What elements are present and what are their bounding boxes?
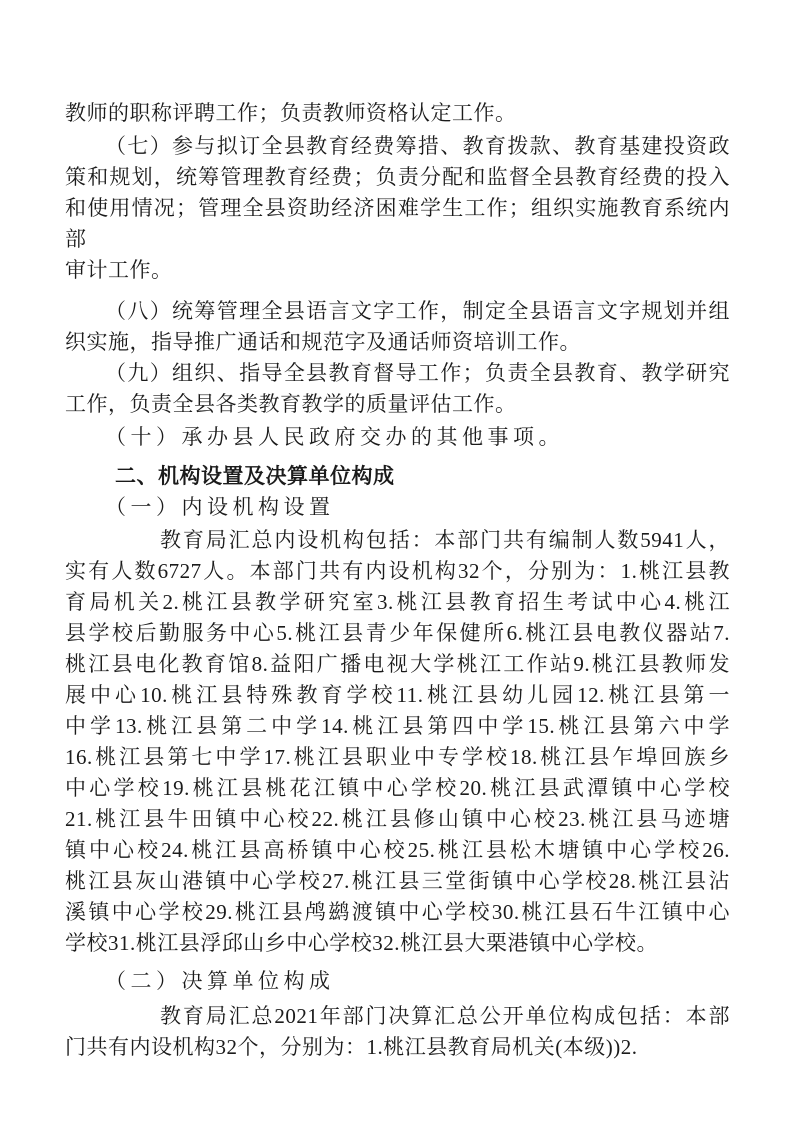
para-item-9-supervision [65, 358, 730, 420]
document-line: 二、机构设置及决算单位构成 [115, 465, 395, 488]
document-line: 桃江县电化教育馆8.益阳广播电视大学桃江工作站9.桃江县教师发 [65, 652, 730, 676]
document-line: 镇中心校24.桃江县高桥镇中心校25.桃江县松木塘镇中心学校26. [65, 838, 730, 862]
document-line: （九）组织、指导全县教育督导工作；负责全县教育、教学研究 [105, 361, 730, 385]
document-line: （七）参与拟订全县教育经费筹措、教育拨款、教育基建投资政 [105, 134, 730, 158]
para-accounting-units-list [65, 1001, 730, 1063]
document-line: 中心学校19.桃江县桃花江镇中心学校20.桃江县武潭镇中心学校 [65, 776, 730, 800]
document-line: 教育局汇总2021年部门决算汇总公开单位构成包括：本部 [160, 1004, 730, 1028]
document-line: （一）内设机构设置 [105, 495, 335, 519]
para-item-8-language [65, 296, 730, 358]
document-line: 实有人数6727人。本部门共有内设机构32个，分别为：1.桃江县教 [65, 559, 730, 583]
document-line: 21.桃江县牛田镇中心校22.桃江县修山镇中心校23.桃江县马迹塘 [65, 807, 730, 831]
document-line: 教师的职称评聘工作；负责教师资格认定工作。 [65, 101, 517, 125]
para-internal-org-list [65, 525, 730, 959]
document-line: （十）承办县人民政府交办的其他事项。 [105, 425, 564, 449]
subheading-accounting-units [65, 966, 730, 997]
document-line: 审计工作。 [65, 258, 173, 282]
document-line: 工作，负责全县各类教育教学的质量评估工作。 [65, 392, 517, 416]
document-line: 和使用情况；管理全县资助经济困难学生工作；组织实施教育系统内部 [65, 196, 730, 251]
document-line: （八）统筹管理全县语言文字工作，制定全县语言文字规划并组 [105, 299, 730, 323]
document-line: 溪镇中心学校29.桃江县鸬鹚渡镇中心学校30.桃江县石牛江镇中心 [65, 900, 730, 924]
document-line: 16.桃江县第七中学17.桃江县职业中专学校18.桃江县乍埠回族乡 [65, 745, 730, 769]
section-heading-2 [65, 461, 730, 492]
document-line: 学校31.桃江县浮邱山乡中心学校32.桃江县大栗港镇中心学校。 [65, 931, 658, 955]
document-line: 中学13.桃江县第二中学14.桃江县第四中学15.桃江县第六中学 [65, 714, 730, 738]
document-line: 织实施，指导推广通话和规范字及通话师资培训工作。 [65, 330, 581, 354]
para-item-7-funding [65, 131, 730, 286]
para-item-10-other [65, 422, 730, 453]
subheading-internal-org [65, 492, 730, 523]
para-continued-teacher-duties [65, 98, 730, 129]
document-line: 县学校后勤服务中心5.桃江县青少年保健所6.桃江县电教仪器站7. [65, 621, 730, 645]
document-line: （二）决算单位构成 [105, 969, 335, 993]
document-line: 桃江县灰山港镇中心学校27.桃江县三堂街镇中心学校28.桃江县沾 [65, 869, 730, 893]
document-content [65, 98, 730, 1063]
document-line: 育局机关2.桃江县教学研究室3.桃江县教育招生考试中心4.桃江 [65, 590, 730, 614]
document-line: 教育局汇总内设机构包括：本部门共有编制人数5941人， [160, 528, 730, 552]
document-line: 门共有内设机构32个，分别为：1.桃江县教育局机关(本级))2. [65, 1035, 638, 1059]
document-line: 展中心10.桃江县特殊教育学校11.桃江县幼儿园12.桃江县第一 [65, 683, 730, 707]
document-line: 策和规划，统筹管理教育经费；负责分配和监督全县教育经费的投入 [65, 165, 730, 189]
